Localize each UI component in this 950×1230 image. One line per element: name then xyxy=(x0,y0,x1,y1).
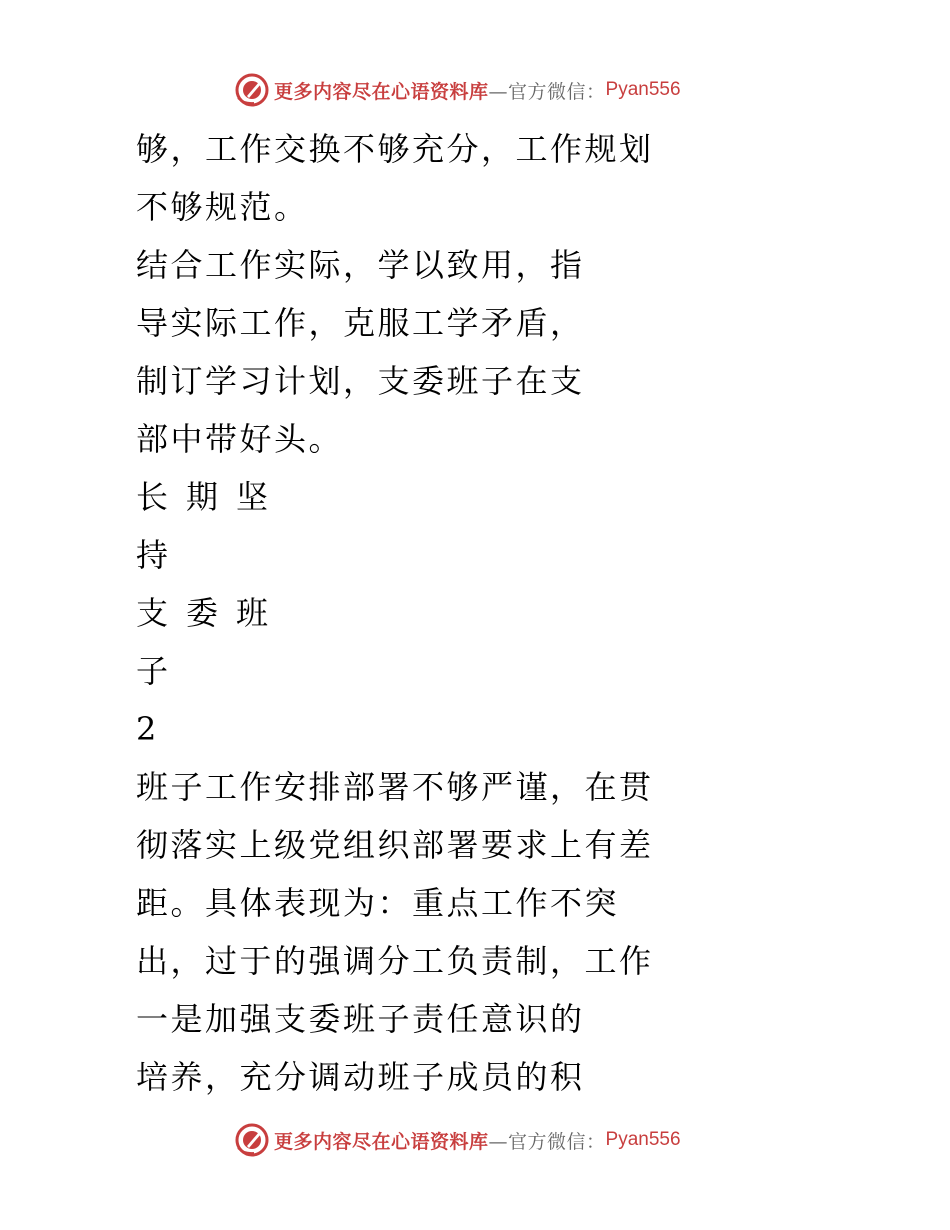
body-line: 一是加强支委班子责任意识的 xyxy=(136,1000,585,1038)
body-line-number: 2 xyxy=(136,710,159,748)
body-line: 距。具体表现为：重点工作不突 xyxy=(136,884,620,922)
header-watermark xyxy=(234,72,681,108)
body-line: 培养，充分调动班子成员的积 xyxy=(136,1058,585,1096)
body-line: 导实际工作，克服工学矛盾， xyxy=(136,304,585,342)
watermark-wechat-id: Pyan556 xyxy=(605,1129,681,1150)
body-line: 支委班 xyxy=(136,594,287,632)
watermark-wechat-id: Pyan556 xyxy=(605,79,681,100)
body-line: 出，过于的强调分工负责制，工作 xyxy=(136,942,654,980)
watermark-separator: —官方微信： xyxy=(488,80,606,103)
body-line: 不够规范。 xyxy=(136,188,309,226)
body-line: 班子工作安排部署不够严谨，在贯 xyxy=(136,768,654,806)
watermark-text: 更多内容尽在心语资料库 xyxy=(274,80,489,103)
body-line: 制订学习计划，支委班子在支 xyxy=(136,362,585,400)
footer-watermark xyxy=(234,1122,681,1158)
body-line: 部中带好头。 xyxy=(136,420,344,458)
seal-logo-icon xyxy=(234,1122,270,1158)
body-line: 结合工作实际，学以致用，指 xyxy=(136,246,585,284)
body-line: 持 xyxy=(136,536,171,574)
body-line: 子 xyxy=(136,652,171,690)
body-line: 长期坚 xyxy=(136,478,287,516)
seal-logo-icon xyxy=(234,72,270,108)
watermark-text: 更多内容尽在心语资料库 xyxy=(274,1130,489,1153)
watermark-separator: —官方微信： xyxy=(488,1130,606,1153)
document-body xyxy=(136,120,696,1106)
body-line: 够，工作交换不够充分，工作规划 xyxy=(136,130,654,168)
body-line: 彻落实上级党组织部署要求上有差 xyxy=(136,826,654,864)
